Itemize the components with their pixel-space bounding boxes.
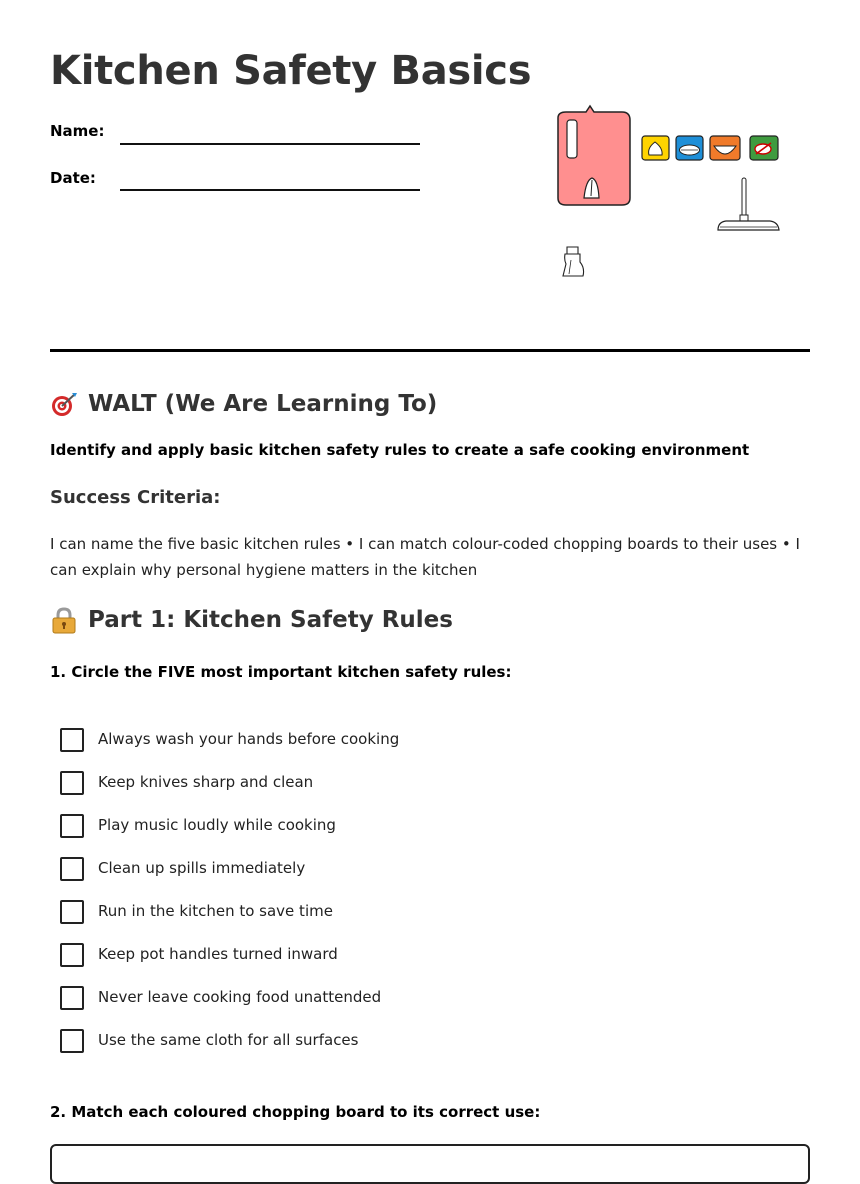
list-item <box>60 727 399 770</box>
part1-heading-text: Part 1: Kitchen Safety Rules <box>88 607 453 633</box>
checkbox[interactable] <box>60 771 84 795</box>
option-label: Keep pot handles turned inward <box>98 945 338 963</box>
list-item <box>60 899 399 942</box>
mop-icon <box>718 180 779 230</box>
option-label: Keep knives sharp and clean <box>98 773 314 791</box>
walt-heading <box>50 390 437 418</box>
checkbox[interactable] <box>60 814 84 838</box>
checkbox[interactable] <box>60 900 84 924</box>
rules-checklist <box>60 727 399 1071</box>
target-icon <box>50 390 78 418</box>
checkbox[interactable] <box>60 728 84 752</box>
matching-activity-box <box>50 1144 810 1184</box>
walt-statement: Identify and apply basic kitchen safety rules to create a safe cooking environment <box>50 441 750 459</box>
question-2: 2. Match each coloured chopping board to its correct use: <box>50 1103 541 1121</box>
section-divider <box>50 349 810 352</box>
name-label: Name: <box>50 122 105 140</box>
option-label: Run in the kitchen to save time <box>98 902 333 920</box>
success-criteria-heading: Success Criteria: <box>50 487 221 508</box>
hand-soap-dispenser-icon <box>558 106 630 205</box>
checkbox[interactable] <box>60 943 84 967</box>
option-label: Always wash your hands before cooking <box>98 730 400 748</box>
checkbox[interactable] <box>60 986 84 1010</box>
option-label: Clean up spills immediately <box>98 859 306 877</box>
option-label: Play music loudly while cooking <box>98 816 336 834</box>
walt-heading-text: WALT (We Are Learning To) <box>88 391 438 417</box>
lock-icon <box>50 606 78 634</box>
option-label: Never leave cooking food unattended <box>98 988 382 1006</box>
list-item <box>60 813 399 856</box>
date-field[interactable] <box>120 189 420 191</box>
date-label: Date: <box>50 169 96 187</box>
no-raw-meat-board-icon <box>750 136 778 160</box>
fish-board-icon <box>676 136 703 160</box>
page-title: Kitchen Safety Basics <box>50 48 532 94</box>
checkbox[interactable] <box>60 1029 84 1053</box>
garlic-board-icon <box>642 136 669 160</box>
list-item <box>60 770 399 813</box>
checkbox[interactable] <box>60 857 84 881</box>
spray-bottle-icon <box>563 247 584 276</box>
success-criteria-text: I can name the five basic kitchen rules • I can match colour-coded chopping boards to their uses • I can explain why personal hygiene matters in the kitchen <box>50 535 800 579</box>
list-item <box>60 942 399 985</box>
list-item <box>60 856 399 899</box>
option-label: Use the same cloth for all surfaces <box>98 1031 359 1049</box>
bowl-board-icon <box>710 136 740 160</box>
kitchen-illustration <box>550 100 790 290</box>
part1-heading <box>50 606 453 634</box>
name-field[interactable] <box>120 143 420 145</box>
list-item <box>60 985 399 1028</box>
list-item <box>60 1028 399 1071</box>
question-1: 1. Circle the FIVE most important kitchen safety rules: <box>50 663 512 681</box>
